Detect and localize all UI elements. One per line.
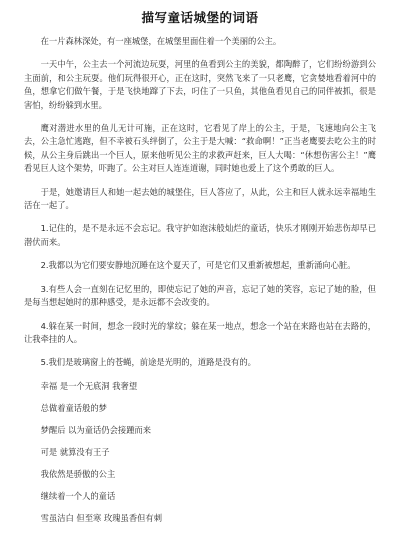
poem-line: 可是 就算没有王子 <box>40 446 110 457</box>
poem-line: 梦醒后 以为童话仍会接踵而来 <box>40 424 152 435</box>
poem-line: 继续着一个人的童话 <box>40 490 116 501</box>
quote-2: 2.我都以为它们要安静地沉睡在这个夏天了，可是它们又重新被想起，重新涌向心脏。 <box>40 260 356 271</box>
poem-line: 幸福 是一个无底洞 我奢望 <box>40 380 138 391</box>
paragraph-ending: 于是，她邀请巨人和她一起去她的城堡住，巨人答应了，从此，公主和巨人就永远幸福地生活在一起了。 <box>24 186 376 211</box>
quote-1: 1.记住的，是不是永远不会忘记。我守护如泡沫般灿烂的童话，快乐才刚刚开始悲伤却早已潜伏而来。 <box>24 223 376 247</box>
paragraph-eagle: 鹰对潜进水里的鱼儿无计可施，正在这时，它看见了岸上的公主，于是，飞速地向公主飞去，公主急忙逃跑，但不幸被石头绊倒了，公主于是大喊：“救命啊！”正当老鹰要去吃公主的时候，从公主身后跳出一个巨人，原来他听见公主的求救声赶来，巨人大喝：“休想伤害公主！”鹰看见巨人这个架势，吓跑了。公主对巨人连连道谢，同时她也爱上了这个勇敢的巨人。 <box>24 123 376 174</box>
paragraph-intro: 在一片森林深处，有一座城堡，在城堡里面住着一个美丽的公主。 <box>40 36 282 46</box>
quote-3: 3.有些人会一直刻在记忆里的，即使忘记了她的声音，忘记了她的笑容，忘记了她的脸，但是每当想起她时的那种感受，是永远都不会改变的。 <box>24 283 376 308</box>
paragraph-river: 一天中午，公主去一个河流边玩耍，河里的鱼看到公主的美貌，都陶醉了，它们纷纷游到公主面前，和公主玩耍。他们玩得很开心，正在这时，突然飞来了一只老鹰，它贪婪地看着河中的鱼，想拿它们做午餐，于是飞快地蹿了下去，叼住了一只鱼，其他鱼看见自己的同伴被抓，很是害怕，纷纷躲到水里。 <box>24 59 376 110</box>
poem-line: 我依然是骄傲的公主 <box>40 468 116 479</box>
quote-5: 5.我们是玻璃窗上的苍蝇，前途是光明的，道路是没有的。 <box>40 357 256 368</box>
page-title: 描写童话城堡的词语 <box>141 10 259 25</box>
poem-line: 雪虽洁白 但至寒 玫瑰虽香但有刺 <box>40 512 163 523</box>
poem-line: 总做着童话般的梦 <box>40 402 107 413</box>
quote-4: 4.躲在某一时间，想念一段时光的掌纹；躲在某一地点，想念一个站在来路也站在去路的，让我牵挂的人。 <box>24 320 376 344</box>
